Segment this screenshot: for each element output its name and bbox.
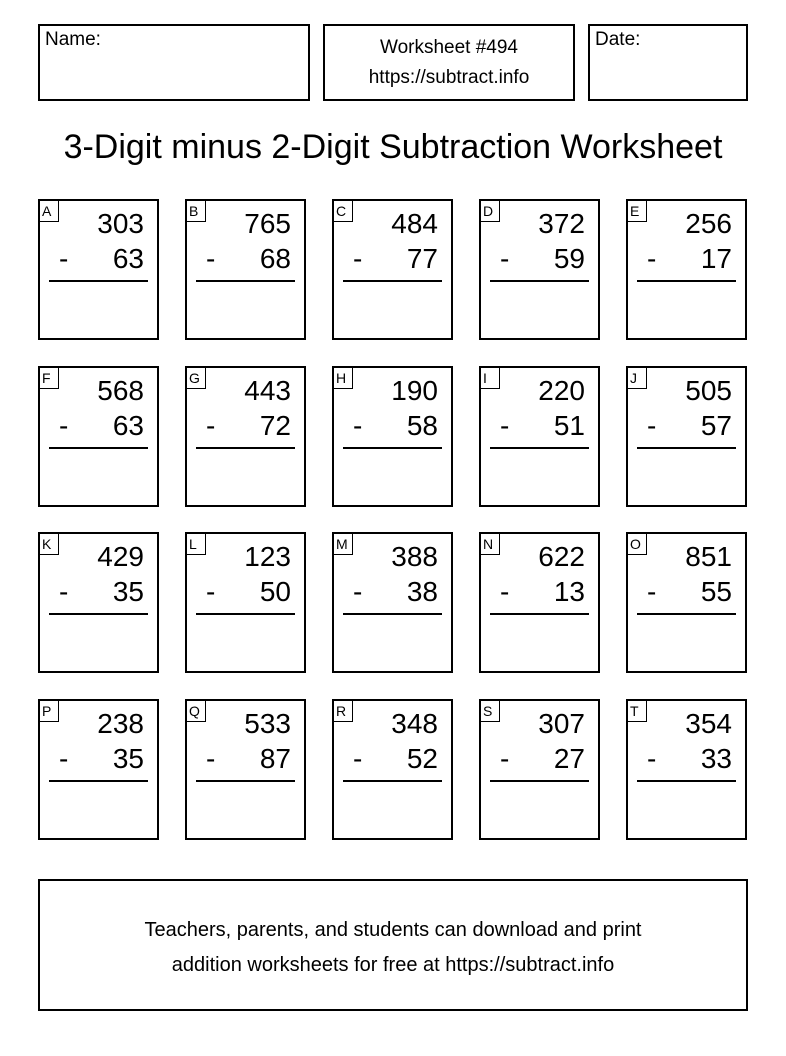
minus-sign: - [500,576,510,607]
problem-p[interactable] [38,699,159,840]
minus-sign: - [500,410,510,441]
minuend: 303 [97,208,144,239]
minus-sign: - [353,576,363,607]
minus-sign: - [59,743,69,774]
answer-line [49,780,148,782]
problem-k[interactable] [38,532,159,673]
problem-label: C [333,200,353,222]
problem-label: N [480,533,500,555]
subtrahend: 63 [112,243,144,274]
minuend: 568 [97,375,144,406]
minuend: 256 [685,208,732,239]
minus-sign: - [353,410,363,441]
minuend: 238 [97,708,144,739]
subtrahend: 13 [553,576,585,607]
problem-b[interactable] [185,199,306,340]
footer-line-2: addition worksheets for free at https://subtract.info [171,954,615,976]
minuend: 123 [244,541,291,572]
answer-line [490,280,589,282]
subtrahend: 63 [112,410,144,441]
minuend: 533 [244,708,291,739]
problem-label: A [39,200,59,222]
date-label: Date: [595,29,641,50]
problem-l[interactable] [185,532,306,673]
minus-sign: - [353,743,363,774]
minuend: 622 [538,541,585,572]
minus-sign: - [59,410,69,441]
problem-label: B [186,200,206,222]
subtrahend: 38 [406,576,438,607]
minus-sign: - [59,576,69,607]
problem-t[interactable] [626,699,747,840]
answer-line [490,613,589,615]
problem-label: D [480,200,500,222]
minuend: 348 [391,708,438,739]
problem-label: F [39,367,59,389]
problem-g[interactable] [185,366,306,507]
problem-label: O [627,533,647,555]
page-title: 3-Digit minus 2-Digit Subtraction Worksheet [63,128,723,166]
minus-sign: - [500,243,510,274]
minus-sign: - [500,743,510,774]
minuend: 388 [391,541,438,572]
minus-sign: - [206,576,216,607]
minuend: 190 [391,375,438,406]
subtrahend: 35 [112,743,144,774]
minuend: 354 [685,708,732,739]
problem-label: I [480,367,500,389]
answer-line [637,613,736,615]
answer-line [196,280,295,282]
problem-o[interactable] [626,532,747,673]
problem-s[interactable] [479,699,600,840]
problem-q[interactable] [185,699,306,840]
answer-line [490,780,589,782]
answer-line [637,780,736,782]
minus-sign: - [647,410,657,441]
subtrahend: 50 [259,576,291,607]
problem-label: L [186,533,206,555]
problem-label: J [627,367,647,389]
minuend: 429 [97,541,144,572]
problem-d[interactable] [479,199,600,340]
problem-label: T [627,700,647,722]
answer-line [343,613,442,615]
subtrahend: 35 [112,576,144,607]
minus-sign: - [59,243,69,274]
subtrahend: 27 [553,743,585,774]
minuend: 851 [685,541,732,572]
answer-line [196,780,295,782]
problem-m[interactable] [332,532,453,673]
worksheet-url: https://subtract.info [368,67,530,88]
problem-label: Q [186,700,206,722]
minus-sign: - [353,243,363,274]
answer-line [490,447,589,449]
answer-line [343,780,442,782]
minus-sign: - [647,243,657,274]
minuend: 505 [685,375,732,406]
problem-label: R [333,700,353,722]
answer-line [196,447,295,449]
problem-f[interactable] [38,366,159,507]
subtrahend: 77 [406,243,438,274]
date-field[interactable] [588,24,748,101]
problem-label: E [627,200,647,222]
subtrahend: 17 [700,243,732,274]
problem-c[interactable] [332,199,453,340]
answer-line [637,447,736,449]
subtrahend: 68 [259,243,291,274]
subtrahend: 58 [406,410,438,441]
footer-line-1: Teachers, parents, and students can download and print [144,919,642,941]
problem-n[interactable] [479,532,600,673]
problem-h[interactable] [332,366,453,507]
answer-line [637,280,736,282]
subtrahend: 87 [259,743,291,774]
subtrahend: 51 [553,410,585,441]
answer-line [49,447,148,449]
name-field[interactable] [38,24,310,101]
problem-label: P [39,700,59,722]
answer-line [343,280,442,282]
subtrahend: 59 [553,243,585,274]
problem-label: M [333,533,353,555]
minus-sign: - [206,243,216,274]
answer-line [196,613,295,615]
problem-label: S [480,700,500,722]
problem-r[interactable] [332,699,453,840]
minuend: 484 [391,208,438,239]
minus-sign: - [206,410,216,441]
worksheet-number: Worksheet #494 [379,37,518,58]
subtrahend: 52 [406,743,438,774]
minus-sign: - [206,743,216,774]
problem-label: G [186,367,206,389]
minuend: 307 [538,708,585,739]
name-label: Name: [45,29,101,50]
problem-e[interactable] [626,199,747,340]
minuend: 220 [538,375,585,406]
minuend: 765 [244,208,291,239]
subtrahend: 33 [700,743,732,774]
problem-j[interactable] [626,366,747,507]
problem-label: K [39,533,59,555]
subtrahend: 72 [259,410,291,441]
problem-label: H [333,367,353,389]
footer-box [38,879,748,1011]
answer-line [49,613,148,615]
problem-a[interactable] [38,199,159,340]
answer-line [343,447,442,449]
answer-line [49,280,148,282]
minus-sign: - [647,743,657,774]
worksheet-info-box [323,24,575,101]
subtrahend: 57 [700,410,732,441]
minus-sign: - [647,576,657,607]
minuend: 443 [244,375,291,406]
minuend: 372 [538,208,585,239]
subtrahend: 55 [700,576,732,607]
problem-i[interactable] [479,366,600,507]
